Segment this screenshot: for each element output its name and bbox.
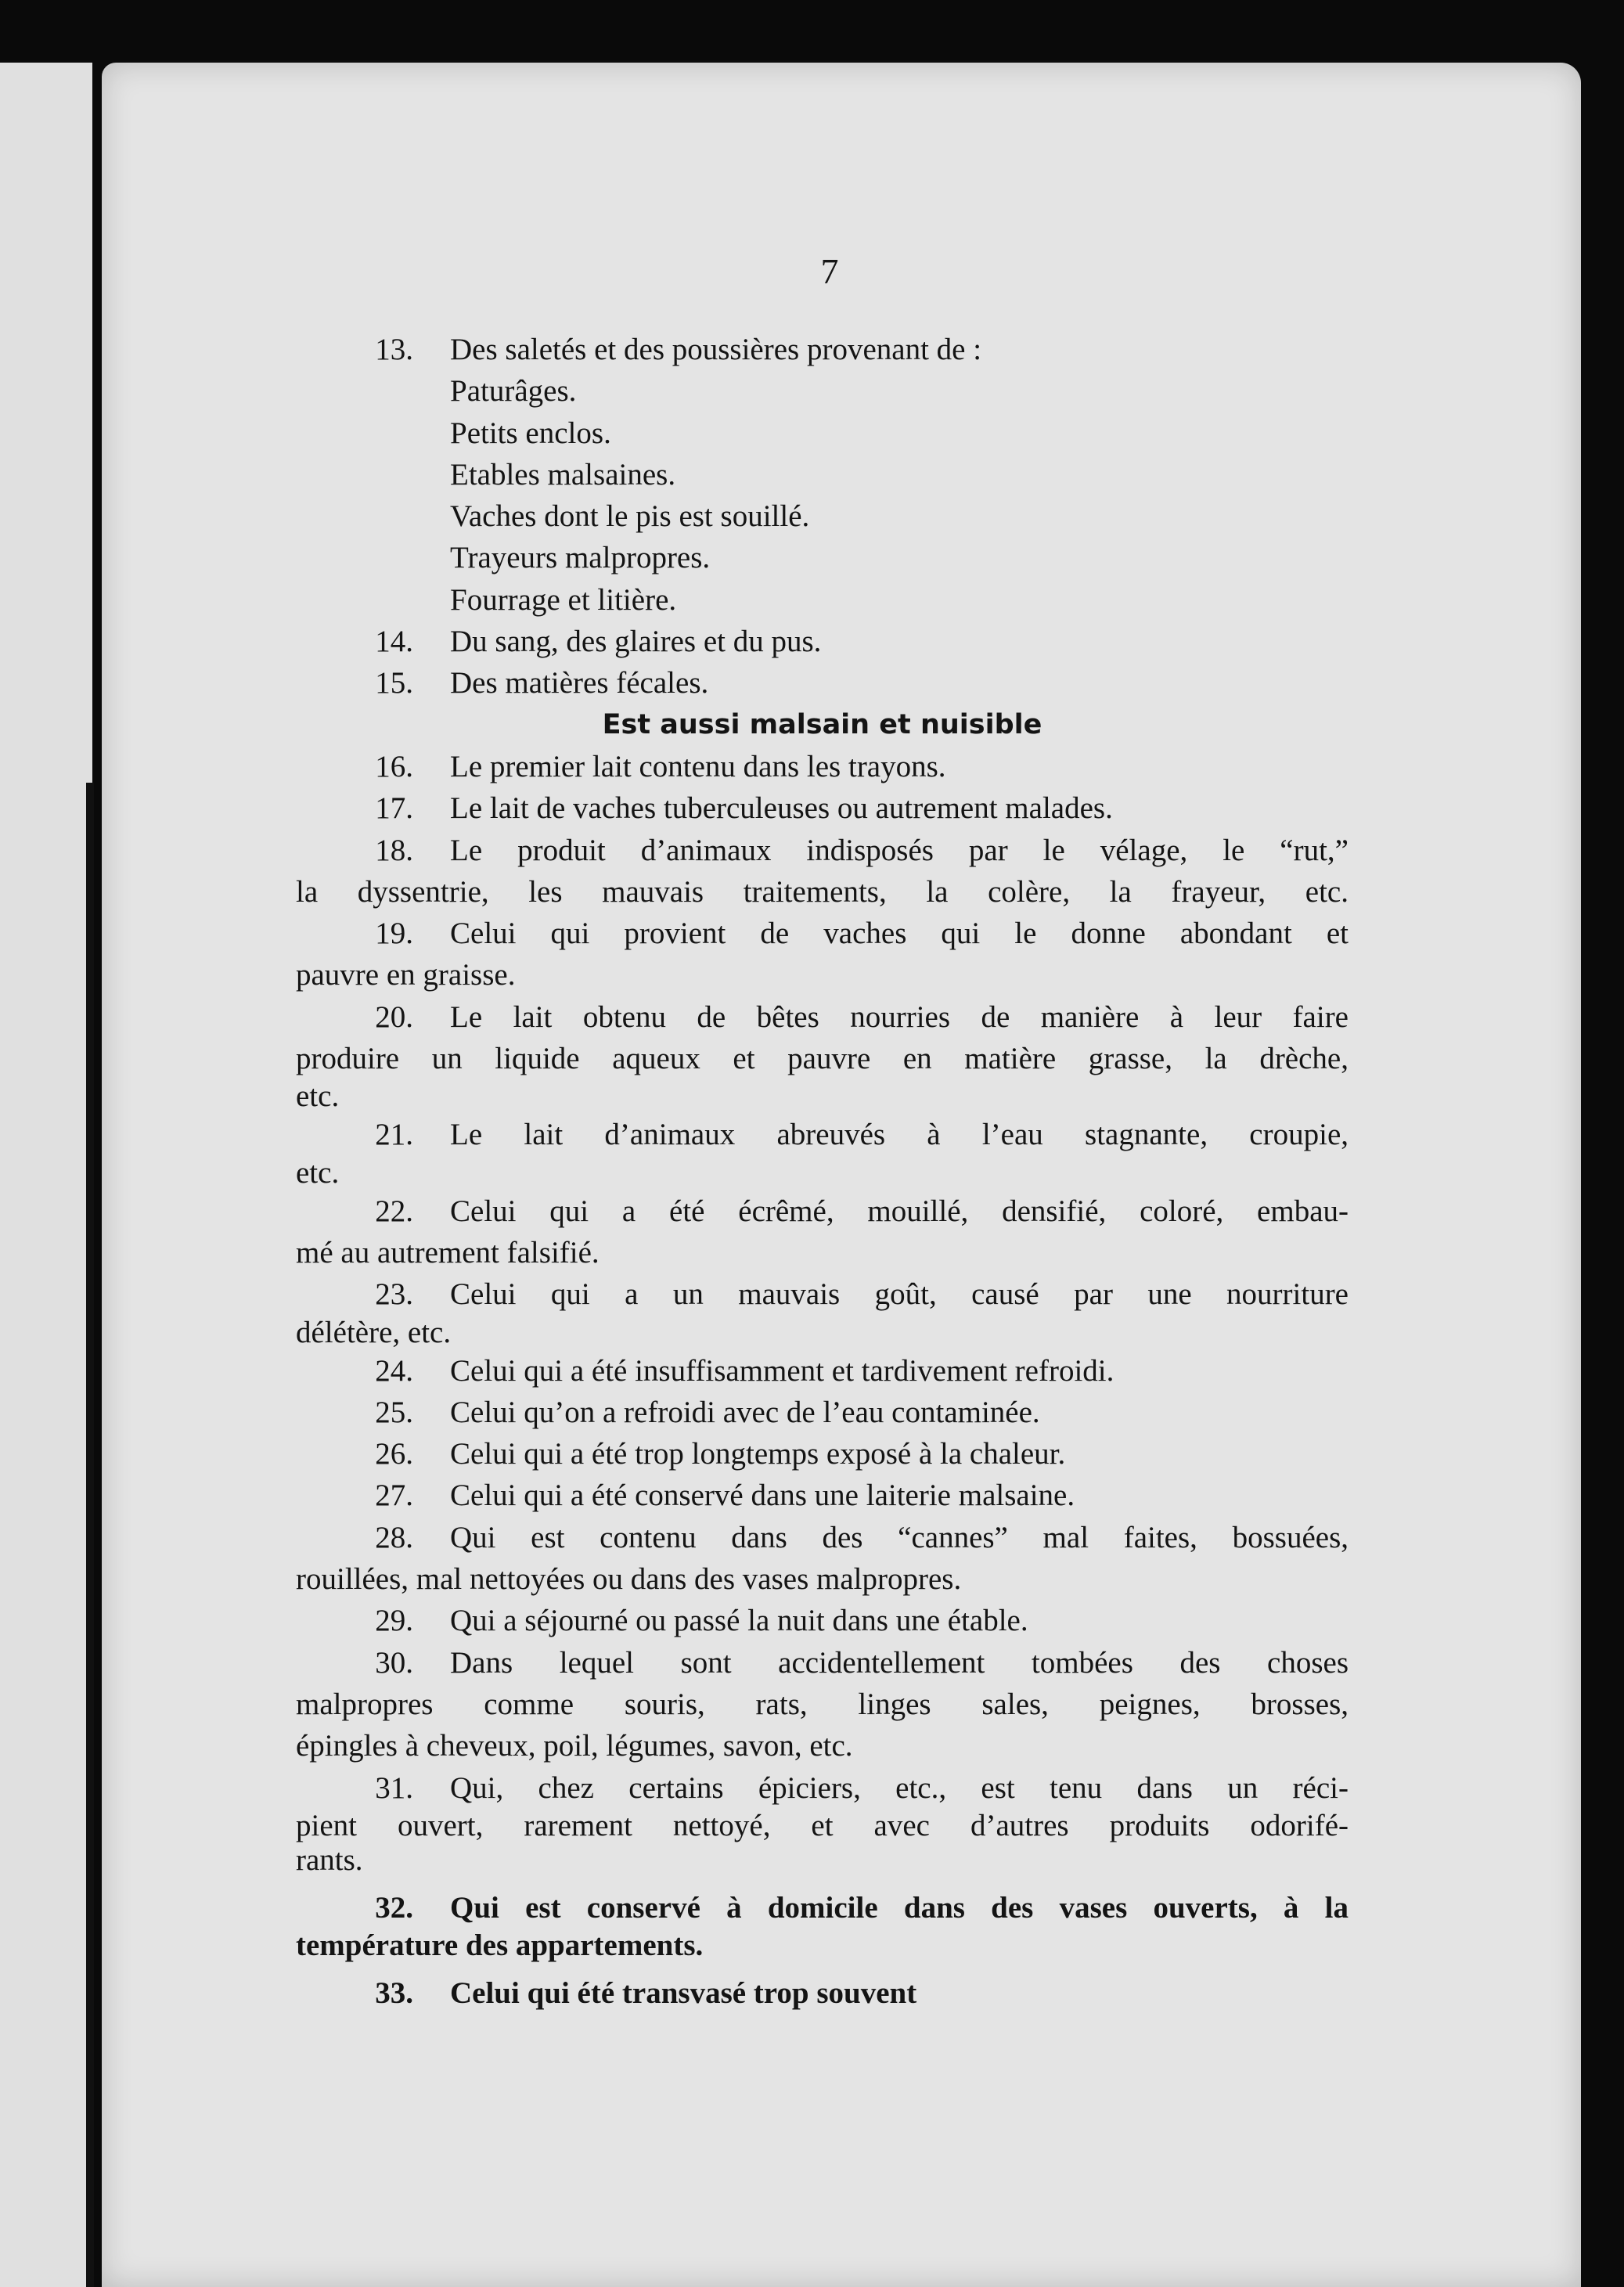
item-text-line: la dyssentrie, les mauvais traitements, la colère, la frayeur, etc. (296, 874, 1349, 909)
item-number: 19. (375, 917, 413, 951)
item-text-line: Qui, chez certains épiciers, etc., est tenu dans un réci- (450, 1770, 1349, 1805)
list-item-28 (296, 1517, 1349, 1558)
list-item-21 (296, 1114, 1349, 1155)
list-item-26 (296, 1433, 1349, 1475)
item-text: Des saletés et des poussières provenant de : (450, 333, 982, 366)
item-number: 26. (375, 1437, 413, 1471)
list-item-13 (296, 329, 1349, 370)
sub-item-text: Etables malsaines. (450, 457, 676, 492)
list-item-31 (296, 1767, 1349, 1809)
item-number: 14. (375, 625, 413, 659)
item-text-line: Le produit d’animaux indisposés par le vélage, le “rut,” (450, 833, 1349, 867)
item-text-line: etc. (296, 1079, 340, 1114)
item-number: 31. (375, 1770, 413, 1805)
item-number: 23. (375, 1277, 413, 1312)
list-item-32 (296, 1887, 1349, 1929)
item-continuation (296, 871, 1349, 913)
list-item-29 (296, 1600, 1349, 1641)
item-number: 33. (375, 1976, 413, 2011)
item-text: Du sang, des glaires et du pus. (450, 625, 822, 659)
item-text-line: épingles à cheveux, poil, légumes, savon, etc. (296, 1729, 853, 1763)
item-number: 32. (375, 1890, 413, 1925)
list-item-17 (296, 787, 1349, 829)
sub-item-text: Fourrage et litière. (450, 582, 677, 617)
item-continuation (296, 1316, 1349, 1350)
item-continuation (296, 1156, 1349, 1190)
item-number: 20. (375, 999, 413, 1034)
list-item-19 (296, 913, 1349, 954)
item-number: 30. (375, 1645, 413, 1680)
item-text-line: etc. (296, 1155, 340, 1190)
item-text-line: rouillées, mal nettoyées ou dans des vases malpropres. (296, 1562, 962, 1597)
sub-item (296, 412, 1349, 454)
item-text-line: pauvre en graisse. (296, 958, 516, 992)
item-text: Le premier lait contenu dans les trayons. (450, 749, 946, 783)
sub-item (296, 370, 1349, 412)
page-number: 7 (820, 251, 839, 291)
item-text-line: malpropres comme souris, rats, linges sales, peignes, brosses, (296, 1687, 1349, 1721)
item-number: 24. (375, 1353, 413, 1388)
item-number: 22. (375, 1194, 413, 1228)
item-continuation (296, 1079, 1349, 1114)
item-number: 25. (375, 1395, 413, 1429)
item-text: Celui qu’on a refroidi avec de l’eau contaminée. (450, 1395, 1040, 1429)
item-number: 28. (375, 1520, 413, 1554)
item-continuation (296, 1725, 1349, 1767)
item-number: 15. (375, 666, 413, 701)
item-text: Celui qui a été trop longtemps exposé à la chaleur. (450, 1437, 1066, 1471)
item-number: 13. (375, 333, 413, 366)
item-continuation (296, 1558, 1349, 1600)
list-item-15 (296, 662, 1349, 704)
item-number: 17. (375, 791, 413, 826)
item-text-line: mé au autrement falsifié. (296, 1235, 600, 1270)
text-block (296, 329, 1349, 2014)
binding-shadow (86, 783, 94, 2287)
item-continuation (296, 1232, 1349, 1273)
item-text: Des matières fécales. (450, 666, 709, 701)
item-continuation (296, 1684, 1349, 1725)
item-text-line: Qui est conservé à domicile dans des vases ouverts, à la (450, 1890, 1349, 1925)
item-text: Qui a séjourné ou passé la nuit dans une étable. (450, 1604, 1028, 1638)
item-text-line: température des appartements. (296, 1929, 704, 1963)
list-item-23 (296, 1273, 1349, 1315)
item-number: 16. (375, 749, 413, 783)
left-page-edge (0, 63, 92, 2287)
list-item-30 (296, 1642, 1349, 1684)
list-item-27 (296, 1475, 1349, 1516)
item-text-line: Dans lequel sont accidentellement tombées des choses (450, 1645, 1349, 1680)
sub-item-text: Vaches dont le pis est souillé. (450, 499, 810, 534)
item-text: Le lait de vaches tuberculeuses ou autrement malades. (450, 791, 1113, 826)
sub-item-text: Paturâges. (450, 374, 577, 409)
item-text-line: Celui qui a un mauvais goût, causé par une nourriture (450, 1277, 1349, 1312)
item-continuation (296, 1929, 1349, 1963)
item-number: 29. (375, 1604, 413, 1638)
item-continuation (296, 1843, 1349, 1878)
item-text: Celui qui été transvasé trop souvent (450, 1976, 917, 2011)
item-text-line: produire un liquide aqueux et pauvre en matière grasse, la drèche, (296, 1042, 1349, 1076)
sub-item (296, 495, 1349, 537)
item-text-line: pient ouvert, rarement nettoyé, et avec d’autres produits odorifé- (296, 1808, 1349, 1842)
sub-item (296, 454, 1349, 495)
list-item-16 (296, 746, 1349, 787)
list-item-20 (296, 996, 1349, 1038)
list-item-33 (296, 1972, 1349, 2014)
sub-item (296, 579, 1349, 621)
item-text-line: Celui qui provient de vaches qui le donne abondant et (450, 917, 1349, 951)
list-item-18 (296, 830, 1349, 871)
list-item-22 (296, 1190, 1349, 1232)
list-item-25 (296, 1392, 1349, 1433)
list-item-14 (296, 621, 1349, 662)
item-text-line: délétère, etc. (296, 1315, 452, 1349)
sub-item (296, 537, 1349, 578)
item-text-line: rants. (296, 1842, 363, 1877)
item-text-line: Qui est contenu dans des “cannes” mal faites, bossuées, (450, 1520, 1349, 1554)
list-item-24 (296, 1350, 1349, 1392)
item-number: 21. (375, 1118, 413, 1152)
item-continuation (296, 1809, 1349, 1843)
item-continuation (296, 954, 1349, 996)
item-text-line: Le lait obtenu de bêtes nourries de manière à leur faire (450, 999, 1349, 1034)
sub-item-text: Trayeurs malpropres. (450, 541, 711, 575)
sub-item-text: Petits enclos. (450, 416, 611, 450)
item-text: Celui qui a été insuffisamment et tardivement refroidi. (450, 1353, 1114, 1388)
item-continuation (296, 1038, 1349, 1079)
item-text-line: Le lait d’animaux abreuvés à l’eau stagnante, croupie, (450, 1118, 1349, 1152)
item-number: 18. (375, 833, 413, 867)
section-heading: Est aussi malsain et nuisible (602, 708, 1042, 740)
item-number: 27. (375, 1478, 413, 1513)
item-text-line: Celui qui a été écrêmé, mouillé, densifié, coloré, embau- (450, 1194, 1349, 1228)
item-text: Celui qui a été conservé dans une laiterie malsaine. (450, 1478, 1075, 1513)
